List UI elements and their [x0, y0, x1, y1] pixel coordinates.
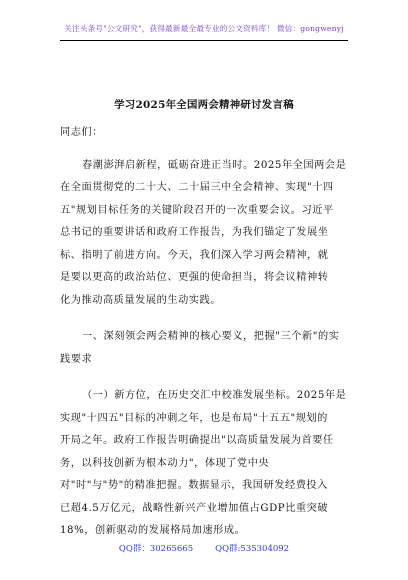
section-heading-1	[60, 326, 350, 371]
paragraph-line: 五"规划目标任务的关键阶段召开的一次重要会议。习近平	[60, 204, 334, 216]
document-title: 学习2025年全国两会精神研讨发言稿	[114, 99, 294, 111]
footer	[0, 542, 408, 554]
paragraph-line: 在全面贯彻党的二十大、二十届三中全会精神、实现"十四	[60, 182, 334, 193]
paragraph-line: 春潮澎湃启新程，砥砺奋进正当时。2025年全国两会是	[82, 159, 347, 171]
paragraph-line: 18%，创新驱动的发展格局加速形成。	[60, 525, 246, 536]
header-rule	[60, 40, 348, 41]
paragraph-line: 标、指明了前进方向。今天，我们深入学习两会精神，就	[60, 249, 329, 261]
paragraph-gap	[60, 312, 350, 326]
document-body	[60, 122, 350, 543]
paragraph-line: 已超4.5万亿元，战略性新兴产业增加值占GDP比重突破	[60, 502, 329, 514]
paragraph-2	[60, 385, 350, 543]
paragraph-line: 务，以科技创新为根本动力"，体现了党中央	[60, 457, 270, 469]
paragraph-gap	[60, 371, 350, 385]
qq-group-1: QQ群：30265665	[118, 544, 194, 554]
paragraph-line: 化为推动高质量发展的生动实践。	[60, 294, 222, 306]
heading-line: 践要求	[60, 353, 93, 365]
paragraph-line: 对"时"与"势"的精准把握。数据显示，我国研发经费投入	[60, 480, 328, 491]
paragraph-line: 开局之年。政府工作报告明确提出"以高质量发展为首要任	[60, 435, 334, 446]
paragraph-1	[60, 155, 350, 313]
header-note: 关注头条号"公文研究"，获得最新最全最专业的公文资料库！ 微信：gongwenyj	[64, 24, 344, 33]
paragraph-line: 是要以更高的政治站位、更强的使命担当，将会议精神转	[60, 272, 329, 283]
paragraph-line: 总书记的重要讲话和政府工作报告，为我们锚定了发展坐	[60, 227, 329, 238]
heading-line: 一、深刻领会两会精神的核心要义，把握"三个新"的实	[82, 331, 340, 342]
qq-group-2: QQ群:535304092	[215, 544, 290, 554]
paragraph-line: 实现"十四五"目标的冲刺之年，也是布局"十五五"规划的	[60, 412, 328, 424]
salutation: 同志们：	[60, 127, 103, 138]
paragraph-line: （一）新方位，在历史交汇中校准发展坐标。2025年是	[82, 390, 347, 401]
